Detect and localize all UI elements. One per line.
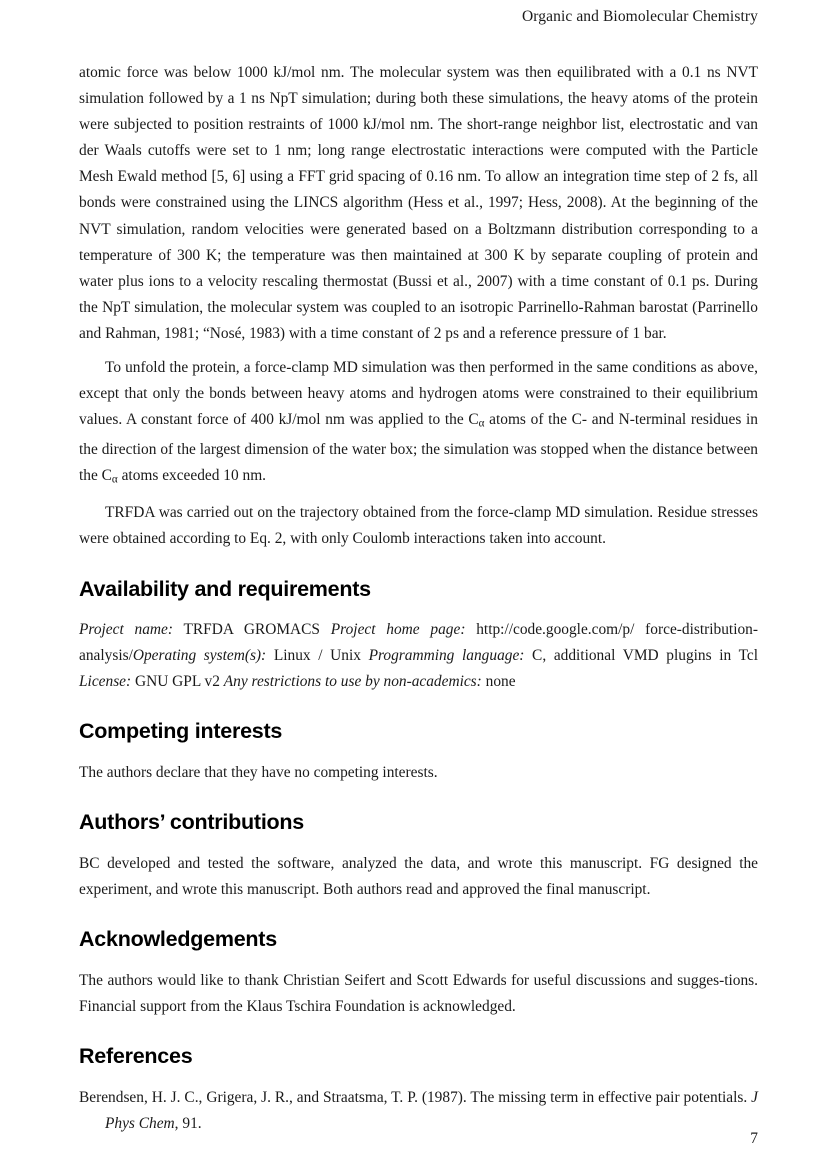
heading-availability-and-requirements: Availability and requirements — [79, 576, 371, 601]
heading-references: References — [79, 1043, 193, 1068]
label-restrictions: Any restrictions to use by non-academics: — [223, 673, 482, 691]
value-programming-language: C, additional VMD plugins in Tcl — [524, 647, 759, 665]
paragraph-authors-contributions: BC developed and tested the software, analyzed the data, and wrote this manuscript. FG designed the experiment, and wrote this manuscript. Both authors read and approved the final manuscript. — [79, 854, 758, 898]
paragraph-acknowledgements: The authors would like to thank Christian Seifert and Scott Edwards for useful discussions and sugges-tions. Financial support from the Klaus Tschira Foundation is acknowledged. — [79, 971, 758, 1015]
heading-competing-interests: Competing interests — [79, 719, 283, 744]
subscript-alpha-2: α — [111, 473, 118, 486]
page-content — [79, 60, 758, 1137]
paragraph-competing-interests: The authors declare that they have no competing interests. — [79, 764, 438, 782]
label-operating-system: Operating system(s): — [132, 647, 267, 665]
subscript-alpha-1: α — [478, 417, 485, 430]
label-project-home-page: Project home page: — [330, 621, 466, 639]
label-project-name: Project name: — [79, 621, 173, 639]
reference-journal: J Phys Chem — [105, 1088, 758, 1132]
paragraph-methods-continued: atomic force was below 1000 kJ/mol nm. The molecular system was then equilibrated with a 0.1 ns NVT simulation followed by a 1 ns NpT simulation; during both these simulations, the heavy atoms of the protein were subjected to position restraints of 1000 kJ/mol nm. The short-range neighbor list, electrostatic and van der Waals cutoffs were set to 1 nm; long range electrostatic interactions were computed with the Particle Mesh Ewald method [5, 6] using a FFT grid spacing of 0.16 nm. To allow an integration time step of 2 fs, all bonds were constrained using the LINCS algorithm (Hess et al., 1997; Hess, 2008). At the beginning of the NVT simulation, random velocities were generated based on a Boltzmann distribution corresponding to a temperature of 300 K; the temperature was then maintained at 300 K by separate coupling of protein and water plus ions to a velocity rescaling thermostat (Bussi et al., 2007) with a time constant of 0.1 ps. During the NpT simulation, the molecular system was coupled to an isotropic Parrinello-Rahman barostat (Parrinello and Rahman, 1981; “Nosé, 1983) with a time constant of 2 ps and a reference pressure of 1 bar. — [79, 64, 758, 342]
value-project-name: TRFDA GROMACS — [172, 621, 331, 639]
value-license: GNU GPL v2 — [131, 673, 224, 691]
label-license: License: — [79, 673, 132, 691]
paragraph-trfda: TRFDA was carried out on the trajectory obtained from the force-clamp MD simulation. Residue stresses were obtained according to Eq. 2, with only Coulomb interactions taken into account. — [79, 504, 758, 548]
reference-suffix: , 91. — [174, 1114, 202, 1132]
journal-title: Organic and Biomolecular Chemistry — [522, 8, 758, 25]
value-project-home-page: http://code.google.com/p/ force-distribution-analysis/ — [79, 621, 758, 665]
value-operating-system: Linux / Unix — [266, 647, 369, 665]
availability-details — [79, 617, 758, 695]
paragraph-force-clamp-seg3: atoms exceeded 10 nm. — [117, 466, 267, 484]
paragraph-force-clamp-seg2: atoms of the C- and N-terminal residues in the direction of the largest dimension of the water box; the simulation was stopped when the distance between the C — [79, 411, 758, 484]
heading-authors-contributions: Authors’ contributions — [79, 810, 305, 835]
paragraph-force-clamp — [79, 355, 758, 492]
value-restrictions: none — [481, 673, 516, 691]
label-programming-language: Programming language: — [368, 647, 525, 665]
paragraph-force-clamp-seg1: To unfold the protein, a force-clamp MD simulation was then performed in the same conditions as above, except that only the bonds between heavy atoms and hydrogen atoms were constrained to their equilibrium values. A constant force of 400 kJ/mol nm was applied to the C — [79, 359, 758, 429]
reference-entry — [79, 1085, 758, 1137]
page-number: 7 — [750, 1130, 758, 1147]
heading-acknowledgements: Acknowledgements — [79, 927, 277, 952]
reference-prefix: Berendsen, H. J. C., Grigera, J. R., and Straatsma, T. P. (1987). The missing term in effective pair potentials. — [79, 1088, 752, 1106]
running-header — [69, 8, 758, 26]
